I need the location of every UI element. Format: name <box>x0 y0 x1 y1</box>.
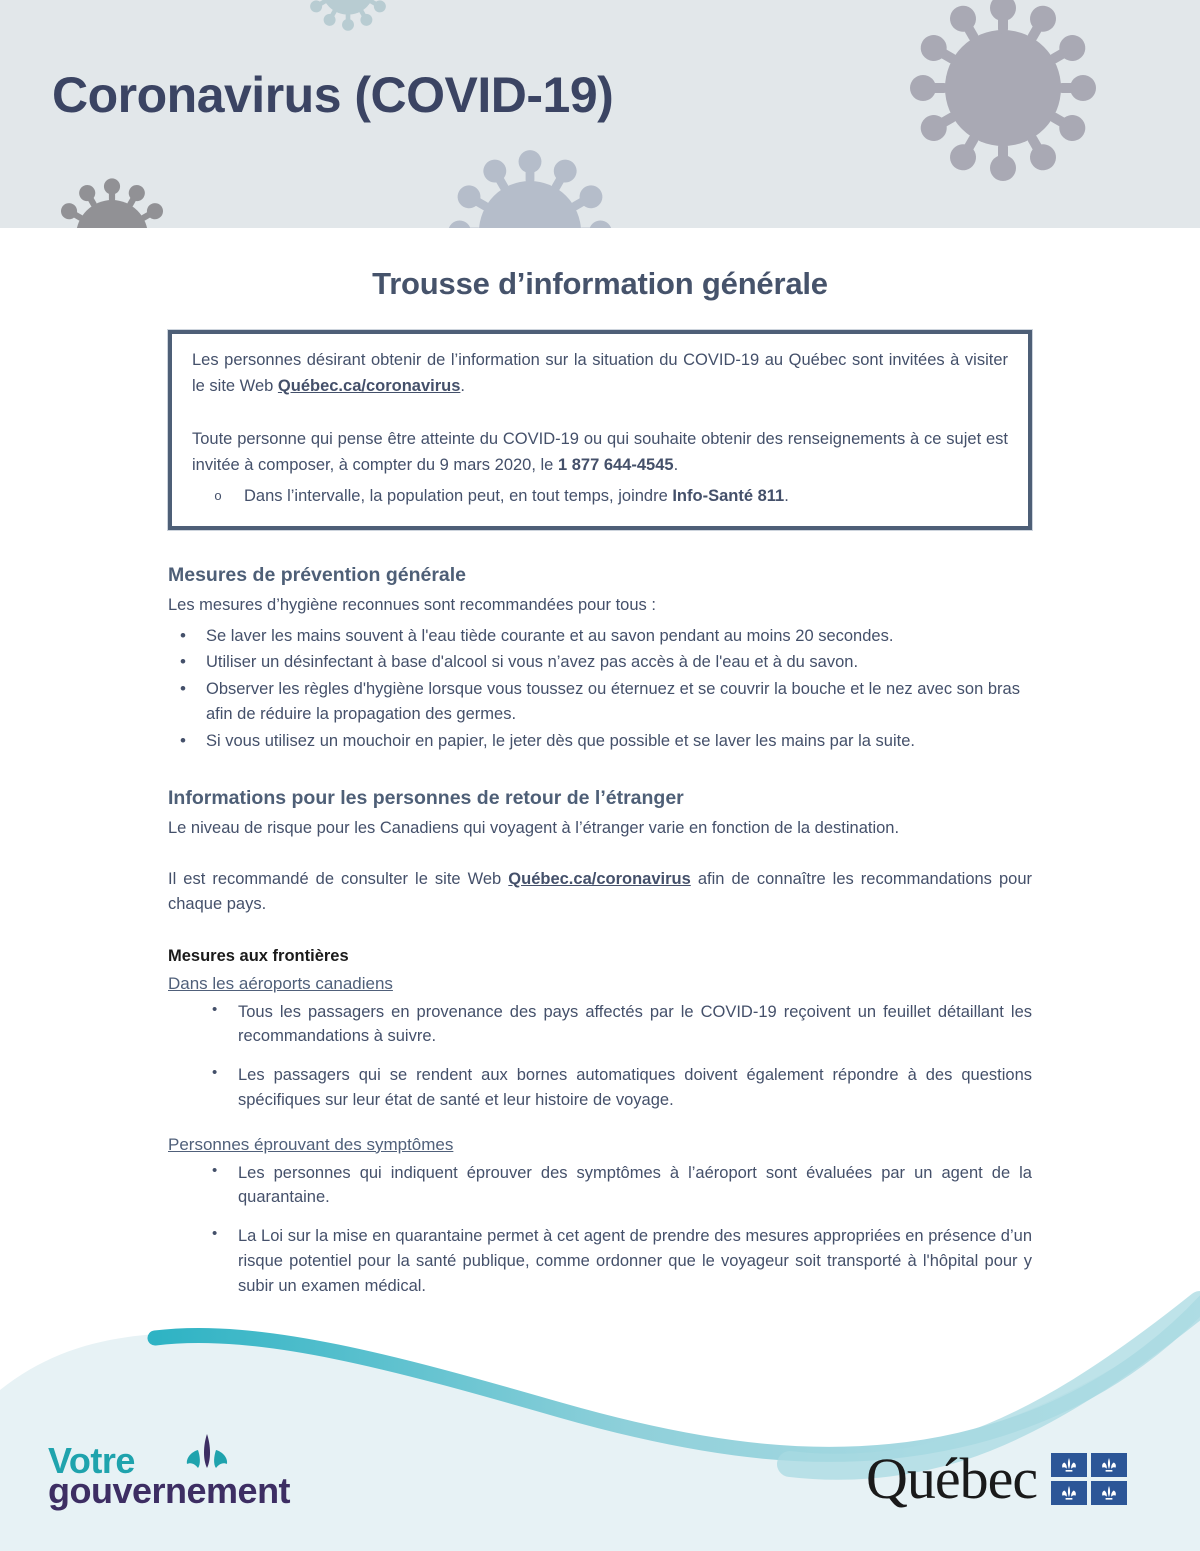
section-heading-prevention: Mesures de prévention générale <box>168 563 467 586</box>
info-sub-text-after: . <box>784 487 789 506</box>
subheading-airports: Dans les aéroports canadiens <box>168 973 393 993</box>
logo-line-gouvernement: gouvernement <box>48 1470 291 1511</box>
flag-cell <box>1051 1481 1087 1505</box>
flag-cell <box>1091 1453 1127 1477</box>
phone-number: 1 877 644-4545 <box>557 455 674 474</box>
quebec-flag-grid <box>1051 1453 1127 1505</box>
info-sante-number: Info-Santé 811 <box>672 487 785 506</box>
symptoms-bullet-list <box>202 1161 1032 1299</box>
travel-p2-after: afin de connaître les recommandations pour chaque pays. <box>168 870 1032 913</box>
prevention-bullet-list <box>168 624 1032 754</box>
travel-p2-before: Il est recommandé de consulter le site Web <box>168 870 509 889</box>
airports-bullet-list <box>202 1000 1032 1113</box>
quebec-coronavirus-link-2[interactable]: Québec.ca/coronavirus <box>508 870 691 889</box>
travel-paragraph-1: Le niveau de risque pour les Canadiens qui voyagent à l’étranger varie en fonction de la destination. <box>168 819 900 838</box>
prevention-intro: Les mesures d’hygiène reconnues sont recommandées pour tous : <box>168 595 656 614</box>
quebec-logo <box>866 1448 1127 1510</box>
fleur-de-lys-icon <box>1101 1457 1117 1474</box>
logo-line-votre: Votre <box>48 1440 135 1481</box>
info-sub-text-before: Dans l’intervalle, la population peut, en tout temps, joindre <box>244 487 673 506</box>
document-body <box>0 228 1200 1312</box>
info-paragraph-1 <box>192 348 1008 399</box>
info-sub-item <box>192 484 1008 510</box>
document-title: Trousse d’information générale <box>372 266 828 301</box>
list-item: • Si vous utilisez un mouchoir en papier, le jeter dès que possible et se laver les mains par la suite. <box>168 729 1032 754</box>
list-item: • Utiliser un désinfectant à base d'alcool si vous n’avez pas accès à de l'eau et à du savon. <box>168 650 1032 675</box>
travel-paragraph-2 <box>168 867 1032 917</box>
list-item: • Tous les passagers en provenance des pays affectés par le COVID-19 reçoivent un feuillet détaillant les recommandations à suivre. <box>202 1000 1032 1050</box>
page-title: Coronavirus (COVID-19) <box>52 67 614 123</box>
list-item: • Les passagers qui se rendent aux bornes automatiques doivent également répondre à des questions spécifiques sur leur état de santé et leur histoire de voyage. <box>202 1063 1032 1113</box>
flag-cell <box>1051 1453 1087 1477</box>
fleur-de-lys-icon <box>178 1434 236 1482</box>
subheading-symptoms: Personnes éprouvant des symptômes <box>168 1134 454 1154</box>
quebec-wordmark: Québec <box>866 1446 1038 1511</box>
list-item: • Les personnes qui indiquent éprouver des symptômes à l’aéroport sont évaluées par un agent de la quarantaine. <box>202 1161 1032 1211</box>
votre-gouvernement-logo <box>48 1440 348 1520</box>
fleur-de-lys-icon <box>1101 1485 1117 1502</box>
info-p2-text-before: Toute personne qui pense être atteinte du COVID-19 ou qui souhaite obtenir des renseignements à ce sujet est invitée à composer, à compter du 9 mars 2020, le <box>192 430 1008 474</box>
subheading-border-measures: Mesures aux frontières <box>168 946 349 965</box>
quebec-coronavirus-link[interactable]: Québec.ca/coronavirus <box>277 376 461 395</box>
info-p1-text-before: Les personnes désirant obtenir de l’information sur la situation du COVID-19 au Québec sont invitées à visiter le site Web <box>192 351 1008 395</box>
list-item: • La Loi sur la mise en quarantaine permet à cet agent de prendre des mesures appropriées en présence d’un risque potentiel pour la santé publique, comme ordonner que le voyageur soit transporté à l'hôpital pour y subir un examen médical. <box>202 1224 1032 1298</box>
list-item: • Se laver les mains souvent à l'eau tiède courante et au savon pendant au moins 20 secondes. <box>168 624 1032 649</box>
info-callout-box <box>168 330 1032 530</box>
flag-cell <box>1091 1481 1127 1505</box>
info-p1-text-after: . <box>460 376 465 395</box>
info-sub-item-text <box>244 484 789 510</box>
header-banner <box>0 0 1200 228</box>
sections-container <box>168 564 1032 1299</box>
section-heading-travel: Informations pour les personnes de retour de l’étranger <box>168 787 684 810</box>
list-item: • Observer les règles d'hygiène lorsque vous toussez ou éternuez et se couvrir la bouche et le nez avec son bras afin de réduire la propagation des germes. <box>168 677 1032 727</box>
fleur-de-lys-icon <box>1061 1457 1077 1474</box>
info-p2-text-after: . <box>673 455 679 474</box>
fleur-de-lys-icon <box>1061 1485 1077 1502</box>
circle-bullet-marker: o <box>214 488 222 504</box>
info-paragraph-2 <box>192 427 1008 478</box>
